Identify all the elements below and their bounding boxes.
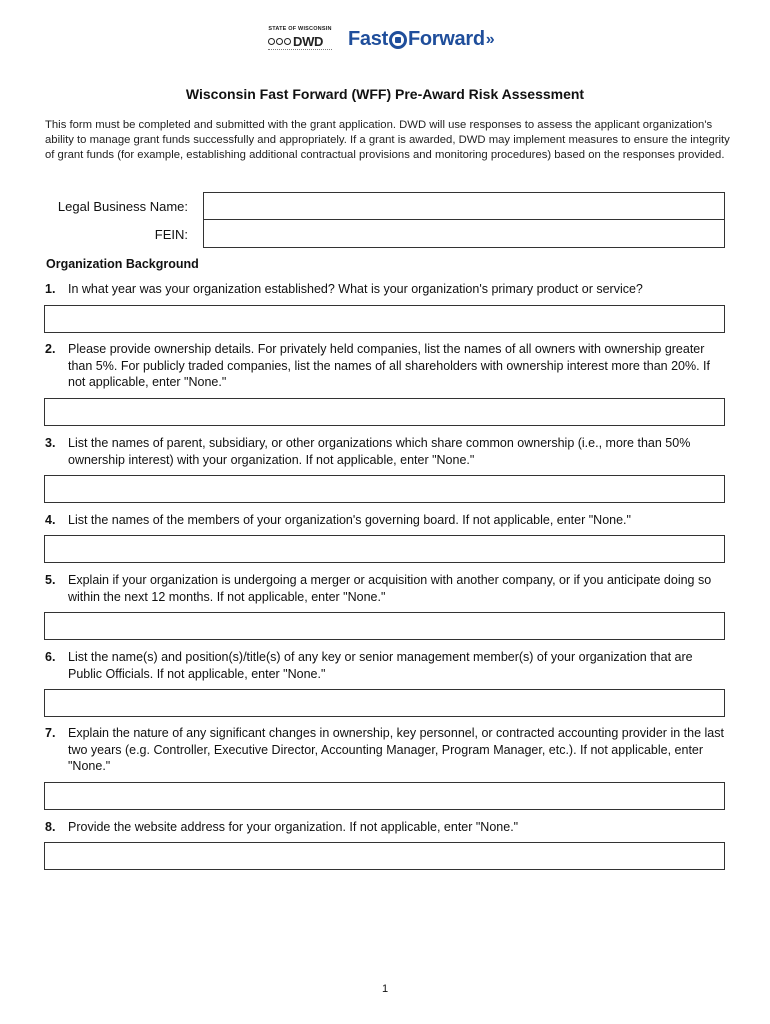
- legal-business-name-label: Legal Business Name:: [57, 198, 188, 214]
- dwd-logo-divider: [268, 49, 332, 52]
- section-heading: Organization Background: [46, 257, 199, 271]
- question-2: [45, 341, 725, 391]
- intro-paragraph: This form must be completed and submitted with the grant application. DWD will use responses to assess the applicant organization's ability to manage grant funds successfully and appropriately. If a grant is awarded, DWD may implement measures to ensure the integrity of grant funds (for example, establishing additional contractual provisions and monitoring procedures) based on the responses provided.: [45, 119, 730, 161]
- question-7: [45, 725, 725, 775]
- dwd-emblem-icon: [268, 38, 291, 45]
- answer-field-4[interactable]: [44, 535, 725, 563]
- question-number: 2.: [45, 342, 56, 356]
- answer-field-5[interactable]: [44, 612, 725, 640]
- answer-field-3[interactable]: [44, 475, 725, 503]
- answer-field-2[interactable]: [44, 398, 725, 426]
- question-3: [45, 435, 725, 468]
- dwd-logo: [268, 26, 332, 54]
- question-1: [45, 281, 725, 298]
- question-text: List the name(s) and position(s)/title(s) of any key or senior management member(s) of your organization that are Public Officials. If not applicable, enter "None.": [68, 650, 693, 681]
- fein-label: FEIN:: [154, 226, 188, 242]
- question-text: Explain if your organization is undergoing a merger or acquisition with another company, or if you anticipate doing so within the next 12 months. If not applicable, enter "None.": [68, 573, 712, 604]
- question-number: 6.: [45, 650, 56, 664]
- legal-business-name-field[interactable]: [203, 192, 725, 220]
- answer-field-8[interactable]: [44, 842, 725, 870]
- wisconsin-circle-icon: [389, 31, 407, 49]
- page-title: Wisconsin Fast Forward (WFF) Pre-Award Risk Assessment: [185, 86, 585, 102]
- fein-row: [45, 220, 725, 248]
- dwd-state-text: STATE OF WISCONSIN: [268, 26, 332, 32]
- dwd-logo-text: DWD: [293, 34, 324, 49]
- question-text: Please provide ownership details. For privately held companies, list the names of all owners with ownership greater than 5%. For publicly traded companies, list the names of all shareholders with ownership interest more than 20%. If not applicable, enter "None.": [68, 342, 710, 389]
- question-number: 3.: [45, 436, 56, 450]
- question-text: List the names of parent, subsidiary, or other organizations which share common ownership (i.e., more than 50% ownership interest) with your organization. If not applicable, enter "None.": [68, 436, 691, 467]
- fein-field[interactable]: [203, 220, 725, 248]
- question-number: 5.: [45, 573, 56, 587]
- answer-field-6[interactable]: [44, 689, 725, 717]
- question-number: 7.: [45, 726, 56, 740]
- question-5: [45, 572, 725, 605]
- fast-forward-logo: [348, 28, 494, 51]
- question-6: [45, 649, 725, 682]
- question-text: Provide the website address for your organization. If not applicable, enter "None.": [68, 820, 519, 834]
- ff-logo-left-text: Fast: [348, 28, 388, 50]
- question-text: In what year was your organization established? What is your organization's primary product or service?: [68, 282, 643, 296]
- question-8: [45, 819, 725, 836]
- question-text: List the names of the members of your organization's governing board. If not applicable, enter "None.": [68, 513, 631, 527]
- question-number: 8.: [45, 820, 56, 834]
- question-number: 1.: [45, 282, 56, 296]
- ff-logo-right-text: Forward: [407, 28, 485, 50]
- header-logos: [268, 26, 494, 56]
- answer-field-1[interactable]: [44, 305, 725, 333]
- question-4: [45, 512, 725, 529]
- question-text: Explain the nature of any significant changes in ownership, key personnel, or contracted accounting provider in the last two years (e.g. Controller, Executive Director, Accounting Manager, Program Manager, etc.). If not applicable, enter "None.": [68, 726, 724, 773]
- legal-business-name-row: [45, 192, 725, 220]
- double-arrow-icon: »: [485, 30, 495, 48]
- question-number: 4.: [45, 513, 56, 527]
- answer-field-7[interactable]: [44, 782, 725, 810]
- page-number: 1: [381, 983, 389, 995]
